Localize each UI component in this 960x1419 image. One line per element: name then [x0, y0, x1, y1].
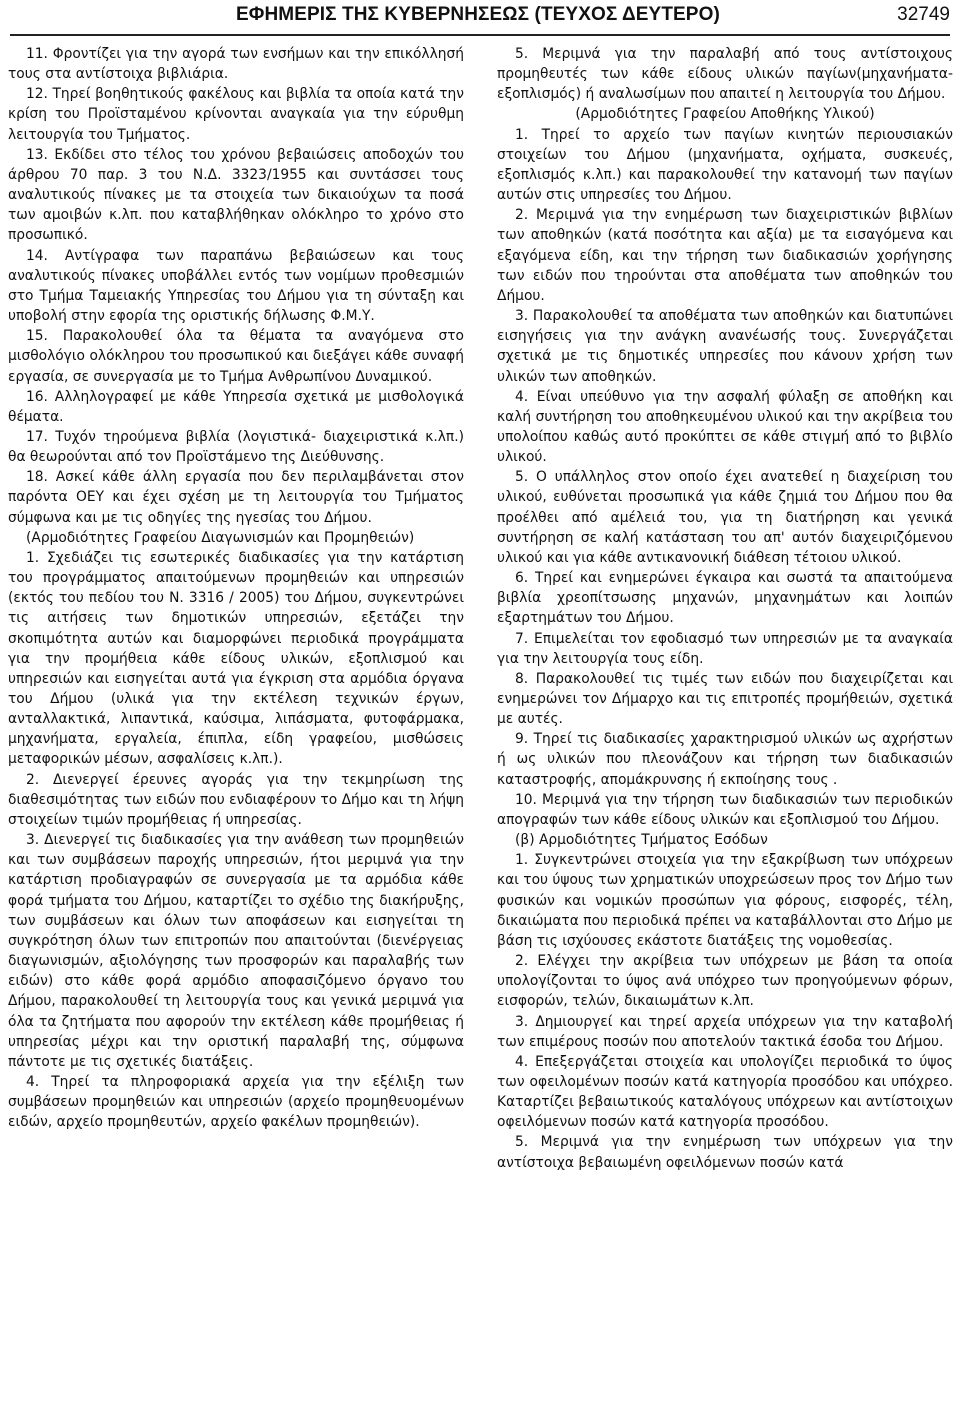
paragraph-item-11: 11. Φροντίζει για την αγορά των ενσήμων και την επικόλλησή τους στα αντίστοιχα βιβλιάρια.: [8, 46, 464, 83]
paragraph-warehouse-4: 4. Είναι υπεύθυνο για την ασφαλή φύλαξη σε αποθήκη και καλή συντήρηση του αποθηκευμένου υλικού και την ακρίβεια του υπολοίπου καθώς αυτό προκύπτει σε κάθε στιγμή από το βιβλίο υλικού.: [497, 388, 953, 466]
paragraph-revenue-2: 2. Ελέγχει την ακρίβεια των υπόχρεων με βάση τα οποία υπολογίζονται το ύψος ανά υπόχρεο των προηγούμενων φόρων, εισφορών, τελών, δικαιωμάτων κ.λπ.: [497, 953, 953, 1010]
paragraph-warehouse-10: 10. Μεριμνά για την τήρηση των διαδικασιών των περιοδικών απογραφών των κάθε είδους υλικών και εξοπλισμού του Δήμου.: [497, 791, 953, 828]
paragraph-tenders-2: 2. Διενεργεί έρευνες αγοράς για την τεκμηρίωση της διαθεσιμότητας των ειδών που ενδιαφέρουν το Δήμο και τη λήψη στοιχείων τιμών προμήθειας ή υπηρεσίας.: [8, 771, 464, 828]
paragraph-tenders-5: 5. Μεριμνά για την παραλαβή από τους αντίστοιχους προμηθευτές των κάθε είδους υλικών παγίων(μηχανήματα-εξοπλισμός) ή αναλωσίμων που απαιτεί η λειτουργία του Δήμου.: [497, 46, 953, 103]
paragraph-warehouse-8: 8. Παρακολουθεί τις τιμές των ειδών που διαχειρίζεται και ενημερώνει τον Δήμαρχο και τις επιτροπές προμήθειών, σχετικά με αυτές.: [497, 670, 953, 728]
right-column: [497, 44, 953, 1173]
paragraph-tenders-3: 3. Διενεργεί τις διαδικασίες για την ανάθεση των προμηθειών και των συμβάσεων παροχής υπηρεσιών, ήτοι μεριμνά για την κατάρτιση προδιαγραφών σε συνεργασία με τα αρμόδια κάθε φορά τμήματα του Δήμου, καταρτίζει το σχέδιο της διακήρυξης, των συμβάσεων και όλων των αποφάσεων και εισηγείται τη συγκρότηση όλων των επιτροπών που απαιτούνται (διενέργειας διαγωνισμών, αξιολόγησης των προσφορών και παραλαβής των ειδών) στο κάθε φορά αρμόδιο αποφασιζόμενο όργανο του Δήμου, παρακολουθεί τη λειτουργία τους και γενικά μεριμνά για όλα τα ζητήματα που αφορούν την εκτέλεση κάθε προμήθειας ή υπηρεσίας μέχρι και την οριστική παραλαβή της, σύμφωνα πάντοτε με τις σχετικές διατάξεις.: [8, 832, 464, 1070]
paragraph-warehouse-1: 1. Τηρεί το αρχείο των παγίων κινητών περιουσιακών στοιχείων του Δήμου (μηχανήματα, οχήματα, συσκευές, εξοπλισμός κ.λπ.) και παρακολουθεί την κατανομή των παγίων αυτών στις υπηρεσίες του Δήμου.: [497, 126, 953, 204]
paragraph-tenders-4: 4. Τηρεί τα πληροφοριακά αρχεία για την εξέλιξη των συμβάσεων προμηθειών και υπηρεσιών (αρχείο προμηθευομένων ειδών, αρχείο προμηθευτών, αρχείο φακέλων προμηθειών).: [8, 1073, 464, 1131]
section-heading-tenders: (Αρμοδιότητες Γραφείου Διαγωνισμών και Προμηθειών): [26, 529, 415, 546]
paragraph-revenue-5: 5. Μεριμνά για την ενημέρωση των υπόχρεων για την αντίστοιχα βεβαιωμένη οφειλόμενων ποσών κατά: [497, 1134, 953, 1171]
paragraph-warehouse-3: 3. Παρακολουθεί τα αποθέματα των αποθηκών και διατυπώνει εισηγήσεις για την ανάγκη ανανέωσής τους. Συνεργάζεται σχετικά με τις δημοτικές υπηρεσίες που κάνουν χρήση των υλικών των αποθηκών.: [497, 308, 953, 385]
paragraph-item-14: 14. Αντίγραφα των παραπάνω βεβαιώσεων και τους αναλυτικούς πίνακες υποβάλλει εντός των νομίμων προθεσμιών στο Τμήμα Ταμειακής Υπηρεσίας του Δήμου για τη σύνταξη και υποβολή στην εφορία της οριστικής δήλωσης Φ.Μ.Υ.: [8, 247, 464, 325]
page-header: [0, 0, 960, 34]
paragraph-item-16: 16. Αλληλογραφεί με κάθε Υπηρεσία σχετικά με μισθολογικά θέματα.: [8, 388, 464, 425]
section-heading-revenue: (β) Αρμοδιότητες Τμήματος Εσόδων: [515, 832, 768, 849]
paragraph-revenue-3: 3. Δημιουργεί και τηρεί αρχεία υπόχρεων για την καταβολή των επιμέρους ποσών που αποτελούν τακτικά έσοδα του Δήμου.: [497, 1013, 953, 1050]
section-heading-warehouse: (Αρμοδιότητες Γραφείου Αποθήκης Υλικού): [575, 106, 875, 123]
paragraph-item-18: 18. Ασκεί κάθε άλλη εργασία που δεν περιλαμβάνεται στον παρόντα ΟΕΥ και έχει σχέση με τη λειτουργία του Τμήματος σύμφωνα και με τις οδηγίες της ηγεσίας του Δήμου.: [8, 469, 464, 526]
paragraph-revenue-4: 4. Επεξεργάζεται στοιχεία και υπολογίζει περιοδικά το ύψος των οφειλομένων ποσών κατά κατηγορία προσόδου και υπόχρεο. Καταρτίζει βεβαιωτικούς καταλόγους υπόχρεων και αντίστοιχων οφειλόμενων ποσών κατά κατηγορία προσόδου.: [497, 1053, 954, 1131]
paragraph-warehouse-7: 7. Επιμελείται τον εφοδιασμό των υπηρεσιών με τα αναγκαία για την λειτουργία τους είδη.: [497, 630, 953, 667]
left-column: [8, 44, 464, 1132]
paragraph-item-17: 17. Τυχόν τηρούμενα βιβλία (λογιστικά- διαχειριστικά κ.λπ.) θα θεωρούνται από τον Προϊστάμενο της Διεύθυνσης.: [8, 428, 464, 466]
paragraph-item-13: 13. Εκδίδει στο τέλος του χρόνου βεβαιώσεις αποδοχών του άρθρου 70 παρ. 3 του Ν.Δ. 3323/1955 και συντάσσει τους αναλυτικούς πίνακες με τα στοιχεία των δικαιούχων τα ποσά των αμοιβών κ.λπ. που καταβλήθηκαν ολόκληρο το χρόνο στο προσωπικό.: [8, 146, 464, 244]
paragraph-warehouse-6: 6. Τηρεί και ενημερώνει έγκαιρα και σωστά τα απαιτούμενα βιβλία χρεοπίτσωσης μηχανών, μηχανημάτων και λοιπών εξαρτημάτων του Δήμου.: [497, 570, 953, 627]
gazette-title: ΕΦΗΜΕΡΙΣ ΤΗΣ ΚΥΒΕΡΝΗΣΕΩΣ (ΤΕΥΧΟΣ ΔΕΥΤΕΡΟ): [236, 4, 720, 25]
paragraph-warehouse-9: 9. Τηρεί τις διαδικασίες χαρακτηρισμού υλικών ως αχρήστων ή ως υλικών που πλεονάζουν και τήρηση των διαδικασιών καταστροφής, απομάκρυνσης ή εκποίησης τους .: [497, 731, 953, 788]
paragraph-tenders-1: 1. Σχεδιάζει τις εσωτερικές διαδικασίες για την κατάρτιση του προγράμματος απαιτούμενων προμηθειών και υπηρεσιών (εκτός του πεδίου του Ν. 3316 / 2005) του Δήμου, συγκεντρώνει τις αιτήσεις των δημοτικών υπηρεσιών, εξετάζει την σκοπιμότητα αυτών και διαμορφώνει περιοδικά προγράμματα για την προμήθεια κάθε είδους υλικών, εξοπλισμού και υπηρεσιών και εισηγείται αυτά για έγκριση στα αρμόδια όργανα του Δήμου (υλικά για την εκτέλεση τεχνικών έργων, ανταλλακτικά, λιπαντικά, καύσιμα, λιπάσματα, φυτοφάρμακα, μηχανήματα, εργαλεία, έπιπλα, είδη γραφείου, μισθώσεις μεταφορικών μέσων, ασφαλίσεις κ.λπ.).: [8, 549, 464, 768]
paragraph-item-15: 15. Παρακολουθεί όλα τα θέματα τα αναγόμενα στο μισθολόγιο ολόκληρου του προσωπικού και διεξάγει κάθε συναφή εργασία, σε συνεργασία με το Τμήμα Ανθρωπίνου Δυναμικού.: [8, 328, 464, 385]
paragraph-revenue-1: 1. Συγκεντρώνει στοιχεία για την εξακρίβωση των υπόχρεων και του ύψους των χρηματικών υποχρεώσεων προς τον Δήμο των φυσικών και νομικών προσώπων για φόρους, εισφορές, τέλη, δικαιώματα που περιοδικά πρέπει να καταβάλλονται στο Δήμο με βάση τις ισχύουσες εκάστοτε διατάξεις της νομοθεσίας.: [497, 852, 953, 949]
page-number: 32749: [897, 4, 950, 25]
paragraph-warehouse-2: 2. Μεριμνά για την ενημέρωση των διαχειριστικών βιβλίων των αποθηκών (κατά ποσότητα και αξία) με τα εισαγόμενα και εξαγόμενα είδη, και την τήρηση των διαδικασιών χορήγησης των ειδών που τηρούνται στα αποθέματα των αποθηκών του Δήμου.: [497, 207, 953, 304]
paragraph-warehouse-5: 5. Ο υπάλληλος στον οποίο έχει ανατεθεί η διαχείριση του υλικού, ευθύνεται προσωπικά για κάθε ζημιά του Δήμου που θα προέλθει από αμέλειά του, για τη διατήρηση και γενικά συντήρηση σε καλή κατάσταση του απ' αυτόν διαχειριζόμενου υλικού και για κάθε αντικανονική διάθεση τέτοιου υλικού.: [497, 469, 953, 566]
header-rule: [10, 34, 950, 36]
paragraph-item-12: 12. Τηρεί βοηθητικούς φακέλους και βιβλία τα οποία κατά την κρίση του Προϊσταμένου κρίνονται αναγκαία για την εύρυθμη λειτουργία του Τμήματος.: [8, 86, 464, 143]
